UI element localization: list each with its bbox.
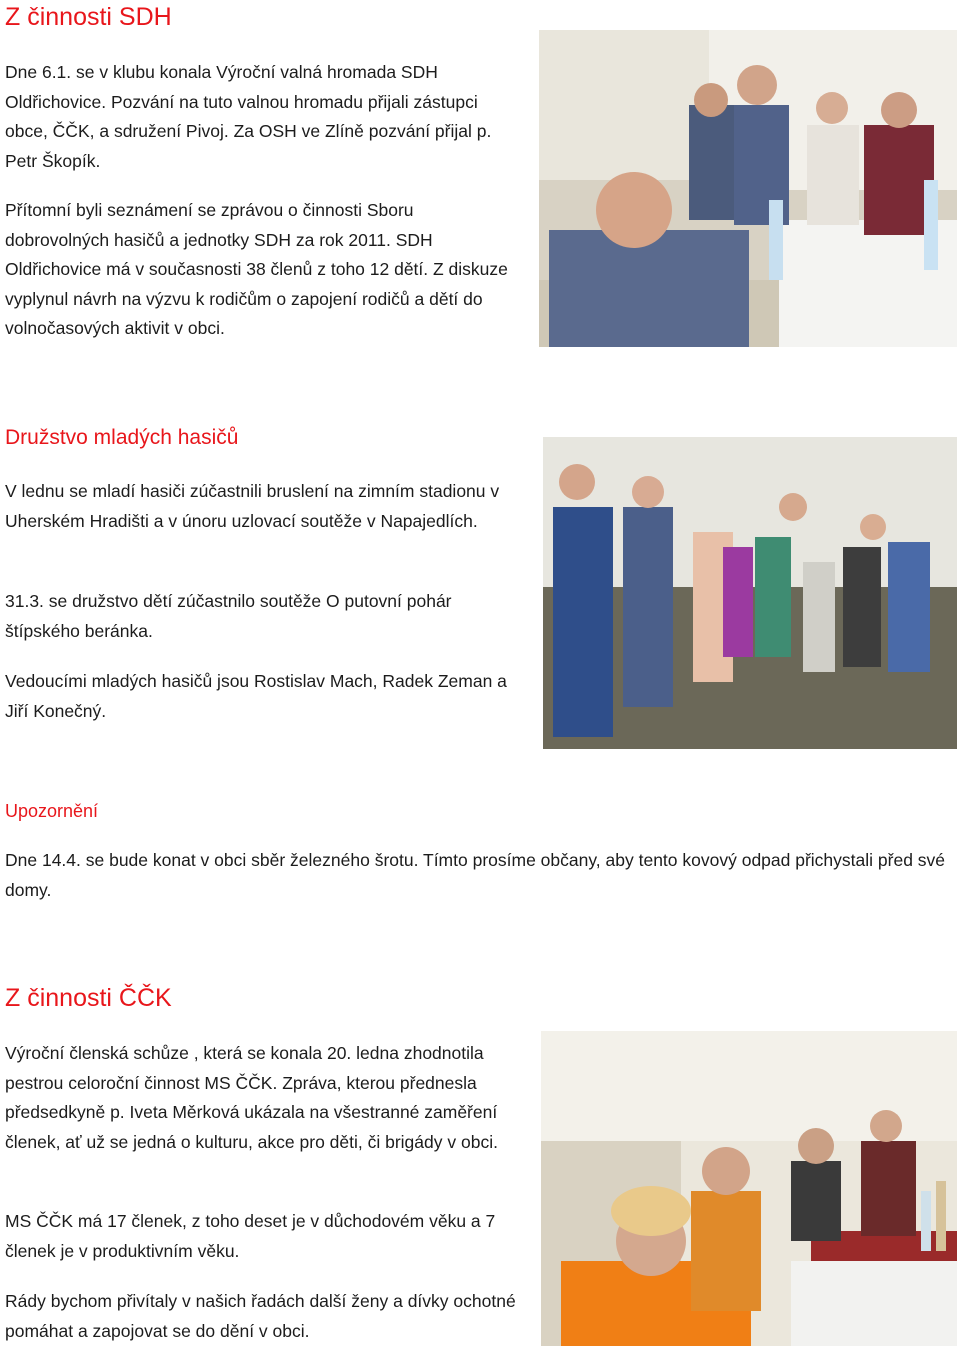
section-title-sdh: Z činnosti SDH [5,3,172,31]
section-title-druzstvo: Družstvo mladých hasičů [5,426,239,449]
sdh-paragraph-1: Dne 6.1. se v klubu konala Výroční valná hromada SDH Oldřichovice. Pozvání na tuto valnou hromadu přijali zástupci obce, ČČK, a sdružení Pivoj. Za OSH ve Zlíně pozvání přijal p. Petr Škopík. [5,62,492,171]
upozorneni-paragraph-1: Dne 14.4. se bude konat v obci sběr železného šrotu. Tímto prosíme občany, aby tento kovový odpad přichystali před své domy. [5,850,946,900]
cck-paragraph-2: MS ČČK má 17 členek, z toho deset je v důchodovém věku a 7 členek je v produktivním věku. [5,1211,496,1261]
photo-young-firefighters [543,437,957,749]
section-title-upozorneni: Upozornění [5,801,99,821]
druzstvo-paragraph-3: Vedoucími mladých hasičů jsou Rostislav Mach, Radek Zeman a Jiří Konečný. [5,671,507,721]
druzstvo-paragraph-1: V lednu se mladí hasiči zúčastnili bruslení na zimním stadionu v Uherském Hradišti a v únoru uzlovací soutěže v Napajedlích. [5,481,500,531]
section-title-cck: Z činnosti ČČK [5,984,172,1012]
photo-cck-meeting [541,1031,957,1346]
sdh-paragraph-2: Přítomní byli seznámení se zprávou o činnosti Sboru dobrovolných hasičů a jednotky SDH za rok 2011. SDH Oldřichovice má v současnosti 38 členů z toho 12 dětí. Z diskuze vyplynul návrh na výzvu k rodičům o zapojení rodičů a dětí do volnočasových aktivit v obci. [5,200,508,338]
photo-annual-meeting [539,30,957,347]
cck-paragraph-1: Výroční členská schůze , která se konala 20. ledna zhodnotila pestrou celoroční činnost MS ČČK. Zpráva, kterou přednesla předsedkyně p. Iveta Měrková ukázala na všestranné zaměření členek, ať už se jedná o kulturu, akce pro děti, či brigády v obci. [5,1043,498,1152]
druzstvo-paragraph-2: 31.3. se družstvo dětí zúčastnilo soutěže O putovní pohár štípského beránka. [5,591,452,641]
cck-paragraph-3: Rády bychom přivítaly v našich řadách další ženy a dívky ochotné pomáhat a zapojovat se do dění v obci. [5,1291,516,1341]
